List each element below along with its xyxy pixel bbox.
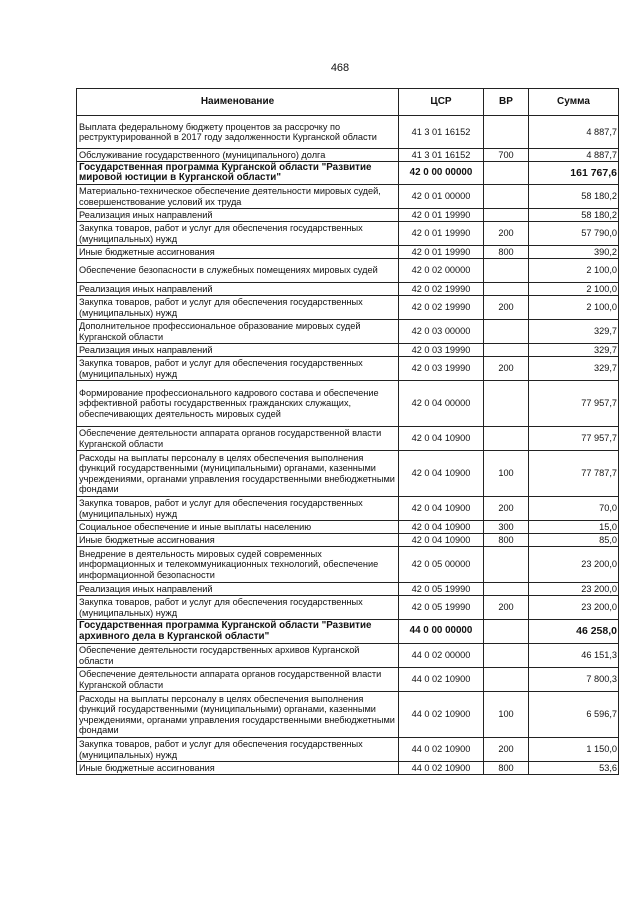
cell-sum: 2 100,0 [529, 283, 619, 296]
cell-sum: 77 787,7 [529, 451, 619, 497]
cell-vr: 100 [484, 692, 529, 738]
cell-vr: 200 [484, 596, 529, 620]
table-body [77, 116, 619, 775]
cell-name: Реализация иных направлений [77, 283, 399, 296]
cell-name: Выплата федеральному бюджету процентов за рассрочку по реструктурированной в 2017 году задолженности Курганской области [77, 116, 399, 149]
cell-name: Реализация иных направлений [77, 583, 399, 596]
cell-sum: 329,7 [529, 344, 619, 357]
table-row [77, 185, 619, 209]
cell-sum: 46 151,3 [529, 644, 619, 668]
cell-csr: 42 0 05 00000 [399, 547, 484, 583]
cell-csr: 44 0 02 10900 [399, 668, 484, 692]
cell-vr [484, 259, 529, 283]
table-row [77, 162, 619, 185]
cell-csr: 44 0 02 10900 [399, 762, 484, 775]
cell-name: Расходы на выплаты персоналу в целях обеспечения выполнения функций государственными (муниципальными) органами, казенными учреждениями, органами управления государственными внебюджетными фондами [77, 451, 399, 497]
cell-vr: 700 [484, 149, 529, 162]
table-row [77, 222, 619, 246]
cell-csr: 42 0 02 19990 [399, 283, 484, 296]
cell-sum: 1 150,0 [529, 738, 619, 762]
cell-sum: 23 200,0 [529, 596, 619, 620]
table-row [77, 547, 619, 583]
header-name: Наименование [77, 89, 399, 116]
cell-name: Дополнительное профессиональное образование мировых судей Курганской области [77, 320, 399, 344]
header-csr: ЦСР [399, 89, 484, 116]
table-row [77, 246, 619, 259]
table-row [77, 283, 619, 296]
cell-csr: 42 0 04 10900 [399, 534, 484, 547]
table-row [77, 357, 619, 381]
cell-csr: 42 0 04 10900 [399, 521, 484, 534]
cell-name: Закупка товаров, работ и услуг для обеспечения государственных (муниципальных) нужд [77, 296, 399, 320]
cell-sum: 23 200,0 [529, 583, 619, 596]
cell-csr: 42 0 04 10900 [399, 497, 484, 521]
cell-vr: 200 [484, 357, 529, 381]
cell-vr [484, 320, 529, 344]
cell-csr: 42 0 03 19990 [399, 344, 484, 357]
header-vr: ВР [484, 89, 529, 116]
cell-csr: 44 0 02 10900 [399, 692, 484, 738]
table-row [77, 320, 619, 344]
cell-vr [484, 283, 529, 296]
cell-name: Государственная программа Курганской области "Развитие архивного дела в Курганской области" [77, 620, 399, 644]
cell-csr: 42 0 02 00000 [399, 259, 484, 283]
table-row [77, 620, 619, 644]
cell-csr: 44 0 02 00000 [399, 644, 484, 668]
cell-vr [484, 185, 529, 209]
cell-vr: 300 [484, 521, 529, 534]
cell-name: Расходы на выплаты персоналу в целях обеспечения выполнения функций государственными (муниципальными) органами, казенными учреждениями, органами управления государственными внебюджетными фондами [77, 692, 399, 738]
cell-vr: 200 [484, 497, 529, 521]
cell-name: Иные бюджетные ассигнования [77, 534, 399, 547]
table-row [77, 451, 619, 497]
table-row [77, 427, 619, 451]
cell-sum: 329,7 [529, 357, 619, 381]
cell-csr: 42 0 04 10900 [399, 451, 484, 497]
cell-name: Государственная программа Курганской области "Развитие мировой юстиции в Курганской области" [77, 162, 399, 185]
cell-sum: 46 258,0 [529, 620, 619, 644]
cell-vr [484, 668, 529, 692]
table-row [77, 116, 619, 149]
cell-name: Закупка товаров, работ и услуг для обеспечения государственных (муниципальных) нужд [77, 738, 399, 762]
cell-name: Реализация иных направлений [77, 209, 399, 222]
cell-csr: 42 0 05 19990 [399, 583, 484, 596]
table-row [77, 521, 619, 534]
cell-vr [484, 209, 529, 222]
table-row [77, 381, 619, 427]
cell-vr [484, 620, 529, 644]
cell-csr: 42 0 01 00000 [399, 185, 484, 209]
cell-sum: 58 180,2 [529, 185, 619, 209]
budget-table [76, 88, 619, 775]
cell-vr [484, 116, 529, 149]
table-row [77, 497, 619, 521]
table-row [77, 692, 619, 738]
cell-csr: 44 0 02 10900 [399, 738, 484, 762]
cell-vr [484, 344, 529, 357]
cell-name: Обеспечение безопасности в служебных помещениях мировых судей [77, 259, 399, 283]
cell-vr: 800 [484, 534, 529, 547]
cell-name: Внедрение в деятельность мировых судей современных информационных и телекоммуникационных технологий, обеспечение информационной безопасности [77, 547, 399, 583]
cell-csr: 42 0 03 19990 [399, 357, 484, 381]
cell-csr: 42 0 01 19990 [399, 222, 484, 246]
table-row [77, 644, 619, 668]
cell-sum: 15,0 [529, 521, 619, 534]
cell-sum: 57 790,0 [529, 222, 619, 246]
cell-name: Формирование профессионального кадрового состава и обеспечение эффективной работы государственных гражданских служащих, обеспечивающих деятельность мировых судей [77, 381, 399, 427]
cell-sum: 85,0 [529, 534, 619, 547]
table-row [77, 149, 619, 162]
cell-name: Закупка товаров, работ и услуг для обеспечения государственных (муниципальных) нужд [77, 357, 399, 381]
header-sum: Сумма [529, 89, 619, 116]
cell-sum: 2 100,0 [529, 259, 619, 283]
cell-sum: 390,2 [529, 246, 619, 259]
cell-csr: 42 0 00 00000 [399, 162, 484, 185]
cell-sum: 2 100,0 [529, 296, 619, 320]
cell-vr [484, 547, 529, 583]
table-row [77, 344, 619, 357]
cell-csr: 42 0 03 00000 [399, 320, 484, 344]
cell-vr: 800 [484, 246, 529, 259]
table-row [77, 259, 619, 283]
cell-vr: 800 [484, 762, 529, 775]
cell-csr: 42 0 05 19990 [399, 596, 484, 620]
cell-vr [484, 644, 529, 668]
cell-vr [484, 583, 529, 596]
cell-sum: 4 887,7 [529, 149, 619, 162]
cell-name: Закупка товаров, работ и услуг для обеспечения государственных (муниципальных) нужд [77, 497, 399, 521]
cell-sum: 329,7 [529, 320, 619, 344]
cell-vr [484, 162, 529, 185]
cell-vr: 200 [484, 296, 529, 320]
cell-name: Закупка товаров, работ и услуг для обеспечения государственных (муниципальных) нужд [77, 222, 399, 246]
page-number: 468 [330, 62, 350, 74]
cell-csr: 41 3 01 16152 [399, 116, 484, 149]
table-row [77, 738, 619, 762]
cell-name: Закупка товаров, работ и услуг для обеспечения государственных (муниципальных) нужд [77, 596, 399, 620]
cell-csr: 42 0 04 00000 [399, 381, 484, 427]
cell-sum: 77 957,7 [529, 427, 619, 451]
table-header-row [77, 89, 619, 116]
cell-name: Социальное обеспечение и иные выплаты населению [77, 521, 399, 534]
cell-sum: 161 767,6 [529, 162, 619, 185]
table-row [77, 668, 619, 692]
table-row [77, 534, 619, 547]
cell-sum: 77 957,7 [529, 381, 619, 427]
cell-csr: 42 0 02 19990 [399, 296, 484, 320]
cell-csr: 42 0 01 19990 [399, 209, 484, 222]
cell-name: Материально-техническое обеспечение деятельности мировых судей, совершенствование условий их труда [77, 185, 399, 209]
cell-vr: 100 [484, 451, 529, 497]
table-row [77, 296, 619, 320]
cell-name: Обеспечение деятельности государственных архивов Курганской области [77, 644, 399, 668]
cell-name: Реализация иных направлений [77, 344, 399, 357]
cell-name: Иные бюджетные ассигнования [77, 246, 399, 259]
table-row [77, 596, 619, 620]
table-row [77, 762, 619, 775]
table-row [77, 209, 619, 222]
cell-name: Обслуживание государственного (муниципального) долга [77, 149, 399, 162]
cell-sum: 6 596,7 [529, 692, 619, 738]
cell-vr [484, 427, 529, 451]
cell-sum: 23 200,0 [529, 547, 619, 583]
cell-vr [484, 381, 529, 427]
cell-name: Обеспечение деятельности аппарата органов государственной власти Курганской области [77, 427, 399, 451]
cell-sum: 4 887,7 [529, 116, 619, 149]
cell-name: Иные бюджетные ассигнования [77, 762, 399, 775]
cell-csr: 42 0 01 19990 [399, 246, 484, 259]
cell-sum: 7 800,3 [529, 668, 619, 692]
cell-sum: 53,6 [529, 762, 619, 775]
cell-vr: 200 [484, 738, 529, 762]
cell-csr: 41 3 01 16152 [399, 149, 484, 162]
cell-csr: 44 0 00 00000 [399, 620, 484, 644]
cell-name: Обеспечение деятельности аппарата органов государственной власти Курганской области [77, 668, 399, 692]
cell-sum: 58 180,2 [529, 209, 619, 222]
cell-vr: 200 [484, 222, 529, 246]
cell-sum: 70,0 [529, 497, 619, 521]
table-row [77, 583, 619, 596]
cell-csr: 42 0 04 10900 [399, 427, 484, 451]
